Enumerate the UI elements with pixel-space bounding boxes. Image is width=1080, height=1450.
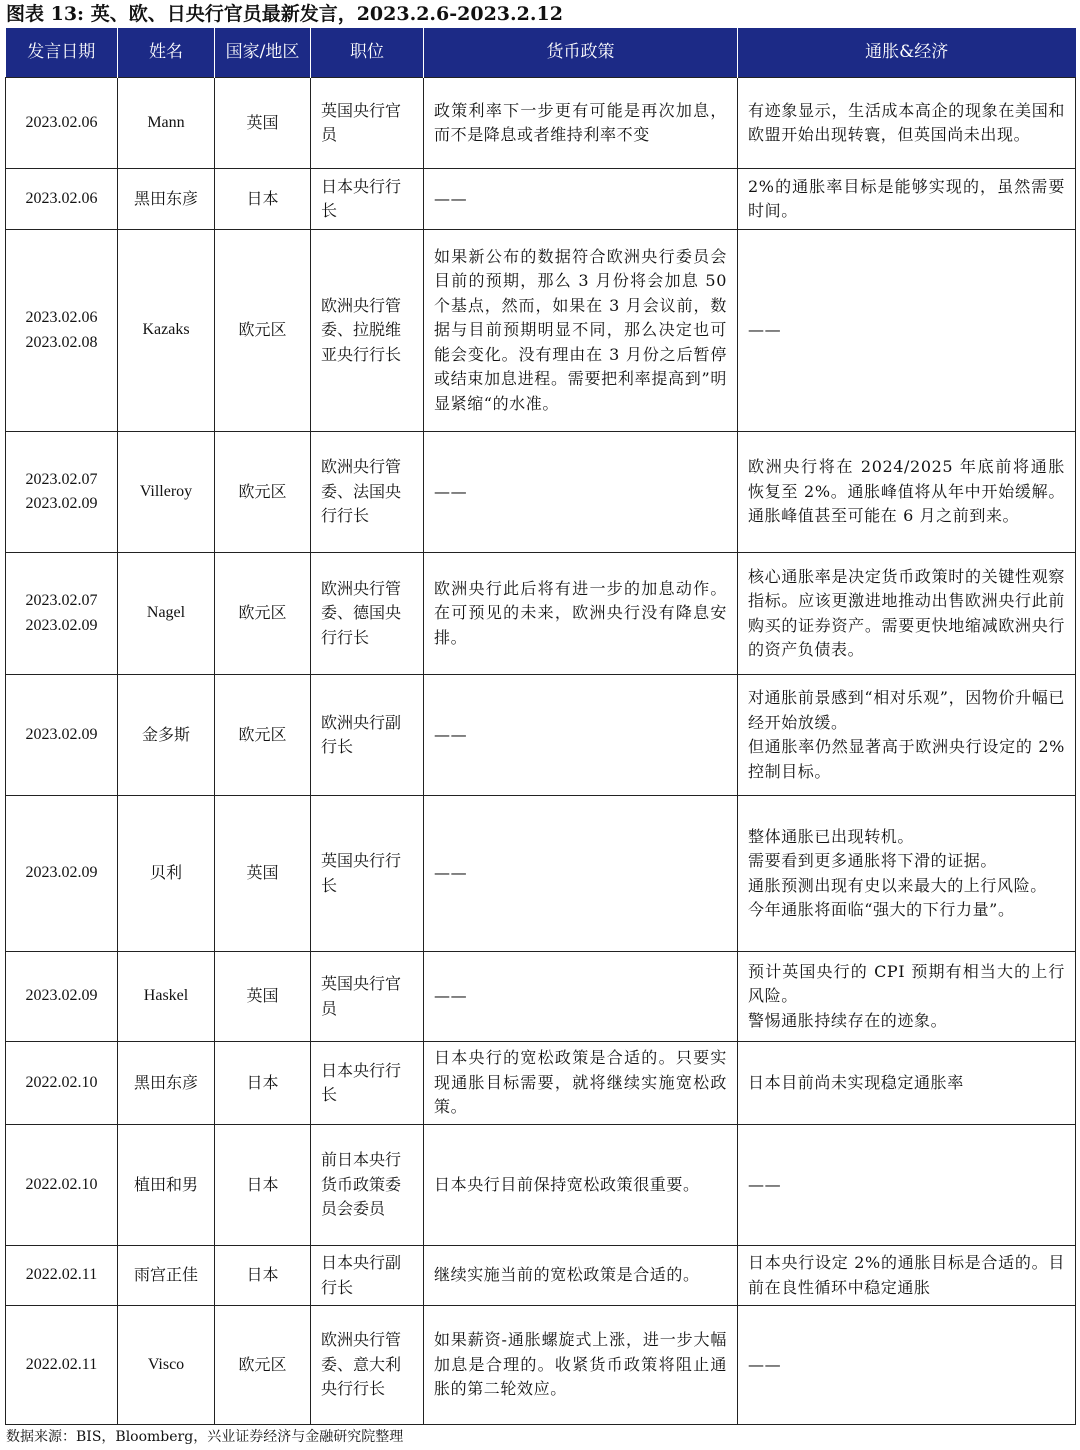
cell-date: 2023.02.09 bbox=[6, 952, 118, 1042]
figure-title bbox=[6, 2, 563, 26]
header-policy: 货币政策 bbox=[424, 28, 738, 78]
cell-position: 欧洲央行管委、德国央行行长 bbox=[311, 553, 424, 675]
cell-policy: 继续实施当前的宽松政策是合适的。 bbox=[424, 1246, 738, 1306]
header-position: 职位 bbox=[311, 28, 424, 78]
cell-name: 植田和男 bbox=[118, 1125, 215, 1246]
cell-date: 2022.02.10 bbox=[6, 1042, 118, 1125]
cell-name: Kazaks bbox=[118, 230, 215, 432]
table-row bbox=[6, 796, 1076, 952]
cell-date: 2023.02.09 bbox=[6, 796, 118, 952]
header-inflation: 通胀&经济 bbox=[738, 28, 1076, 78]
cell-country: 日本 bbox=[215, 1042, 311, 1125]
cell-date: 2023.02.09 bbox=[6, 675, 118, 796]
cell-policy: 如果新公布的数据符合欧洲央行委员会目前的预期，那么 3 月份将会加息 50 个基点，然而，如果在 3 月会议前，数据与目前预期明显不同，那么决定也可能会变化。没有理由在 3 月份之后暂停或结束加息进程。需要把利率提高到”明显紧缩“的水准。 bbox=[424, 230, 738, 432]
cell-date: 2023.02.07 2023.02.09 bbox=[6, 432, 118, 553]
header-country: 国家/地区 bbox=[215, 28, 311, 78]
data-source-note: 数据来源：BIS，Bloomberg，兴业证券经济与金融研究院整理 bbox=[6, 1429, 404, 1445]
figure-number: 图表 13: bbox=[6, 3, 85, 25]
cell-position: 欧洲央行副行长 bbox=[311, 675, 424, 796]
table-row bbox=[6, 1042, 1076, 1125]
cell-policy: 日本央行的宽松政策是合适的。只要实现通胀目标需要，就将继续实施宽松政策。 bbox=[424, 1042, 738, 1125]
cell-country: 日本 bbox=[215, 1246, 311, 1306]
cell-name: 黑田东彦 bbox=[118, 169, 215, 230]
cell-inflation: 整体通胀已出现转机。 需要看到更多通胀将下滑的证据。 通胀预测出现有史以来最大的上行风险。 今年通胀将面临“强大的下行力量”。 bbox=[738, 796, 1076, 952]
cell-country: 欧元区 bbox=[215, 432, 311, 553]
cell-policy: —— bbox=[424, 675, 738, 796]
cell-position: 英国央行官员 bbox=[311, 78, 424, 169]
cell-position: 英国央行官员 bbox=[311, 952, 424, 1042]
table-row bbox=[6, 675, 1076, 796]
cell-policy: —— bbox=[424, 432, 738, 553]
cell-position: 前日本央行货币政策委员会委员 bbox=[311, 1125, 424, 1246]
cell-country: 英国 bbox=[215, 952, 311, 1042]
cell-date: 2022.02.11 bbox=[6, 1246, 118, 1306]
cell-position: 英国央行行长 bbox=[311, 796, 424, 952]
cell-name: Villeroy bbox=[118, 432, 215, 553]
cell-inflation: 欧洲央行将在 2024/2025 年底前将通胀恢复至 2%。通胀峰值将从年中开始缓解。通胀峰值甚至可能在 6 月之前到来。 bbox=[738, 432, 1076, 553]
cell-country: 英国 bbox=[215, 796, 311, 952]
cell-position: 日本央行行长 bbox=[311, 169, 424, 230]
cell-name: Nagel bbox=[118, 553, 215, 675]
cell-date: 2022.02.10 bbox=[6, 1125, 118, 1246]
cell-policy: 政策利率下一步更有可能是再次加息，而不是降息或者维持利率不变 bbox=[424, 78, 738, 169]
table-row bbox=[6, 553, 1076, 675]
cell-country: 欧元区 bbox=[215, 553, 311, 675]
cell-inflation: —— bbox=[738, 1125, 1076, 1246]
cell-policy: —— bbox=[424, 952, 738, 1042]
table-header-row bbox=[6, 28, 1076, 78]
table-row bbox=[6, 1246, 1076, 1306]
cell-country: 英国 bbox=[215, 78, 311, 169]
cell-inflation: 对通胀前景感到“相对乐观”，因物价升幅已经开始放缓。 但通胀率仍然显著高于欧洲央行设定的 2%控制目标。 bbox=[738, 675, 1076, 796]
cell-position: 欧洲央行管委、法国央行行长 bbox=[311, 432, 424, 553]
cell-country: 欧元区 bbox=[215, 1306, 311, 1425]
cell-policy: —— bbox=[424, 796, 738, 952]
cell-name: 金多斯 bbox=[118, 675, 215, 796]
cell-inflation: 预计英国央行的 CPI 预期有相当大的上行风险。 警惕通胀持续存在的迹象。 bbox=[738, 952, 1076, 1042]
cell-country: 欧元区 bbox=[215, 230, 311, 432]
cell-date: 2023.02.07 2023.02.09 bbox=[6, 553, 118, 675]
cell-name: Mann bbox=[118, 78, 215, 169]
cell-date: 2023.02.06 bbox=[6, 78, 118, 169]
cell-policy: 欧洲央行此后将有进一步的加息动作。在可预见的未来，欧洲央行没有降息安排。 bbox=[424, 553, 738, 675]
cell-name: 黑田东彦 bbox=[118, 1042, 215, 1125]
cell-position: 欧洲央行管委、拉脱维亚央行行长 bbox=[311, 230, 424, 432]
cell-position: 日本央行行长 bbox=[311, 1042, 424, 1125]
cell-name: 雨宫正佳 bbox=[118, 1246, 215, 1306]
cell-policy: —— bbox=[424, 169, 738, 230]
cell-policy: 日本央行目前保持宽松政策很重要。 bbox=[424, 1125, 738, 1246]
cell-country: 日本 bbox=[215, 1125, 311, 1246]
table-row bbox=[6, 78, 1076, 169]
cell-inflation: 日本央行设定 2%的通胀目标是合适的。目前在良性循环中稳定通胀 bbox=[738, 1246, 1076, 1306]
cell-date: 2022.02.11 bbox=[6, 1306, 118, 1425]
table-row bbox=[6, 1306, 1076, 1425]
cell-name: Haskel bbox=[118, 952, 215, 1042]
table-row bbox=[6, 230, 1076, 432]
officials-statements-table bbox=[5, 28, 1076, 1425]
cell-inflation: —— bbox=[738, 1306, 1076, 1425]
cell-name: Visco bbox=[118, 1306, 215, 1425]
table-row bbox=[6, 169, 1076, 230]
cell-inflation: 2%的通胀率目标是能够实现的，虽然需要时间。 bbox=[738, 169, 1076, 230]
cell-date: 2023.02.06 bbox=[6, 169, 118, 230]
header-date: 发言日期 bbox=[6, 28, 118, 78]
cell-inflation: 核心通胀率是决定货币政策时的关键性观察指标。应该更激进地推动出售欧洲央行此前购买的证券资产。需要更快地缩减欧洲央行的资产负债表。 bbox=[738, 553, 1076, 675]
table-row bbox=[6, 1125, 1076, 1246]
header-name: 姓名 bbox=[118, 28, 215, 78]
cell-country: 欧元区 bbox=[215, 675, 311, 796]
cell-position: 欧洲央行管委、意大利央行行长 bbox=[311, 1306, 424, 1425]
cell-country: 日本 bbox=[215, 169, 311, 230]
cell-inflation: 有迹象显示，生活成本高企的现象在美国和欧盟开始出现转寰，但英国尚未出现。 bbox=[738, 78, 1076, 169]
figure-title-text: 英、欧、日央行官员最新发言，2023.2.6-2023.2.12 bbox=[90, 3, 563, 25]
cell-policy: 如果薪资-通胀螺旋式上涨，进一步大幅加息是合理的。收紧货币政策将阻止通胀的第二轮效应。 bbox=[424, 1306, 738, 1425]
cell-inflation: —— bbox=[738, 230, 1076, 432]
cell-position: 日本央行副行长 bbox=[311, 1246, 424, 1306]
cell-date: 2023.02.06 2023.02.08 bbox=[6, 230, 118, 432]
table-row bbox=[6, 432, 1076, 553]
cell-inflation: 日本目前尚未实现稳定通胀率 bbox=[738, 1042, 1076, 1125]
cell-name: 贝利 bbox=[118, 796, 215, 952]
table-row bbox=[6, 952, 1076, 1042]
